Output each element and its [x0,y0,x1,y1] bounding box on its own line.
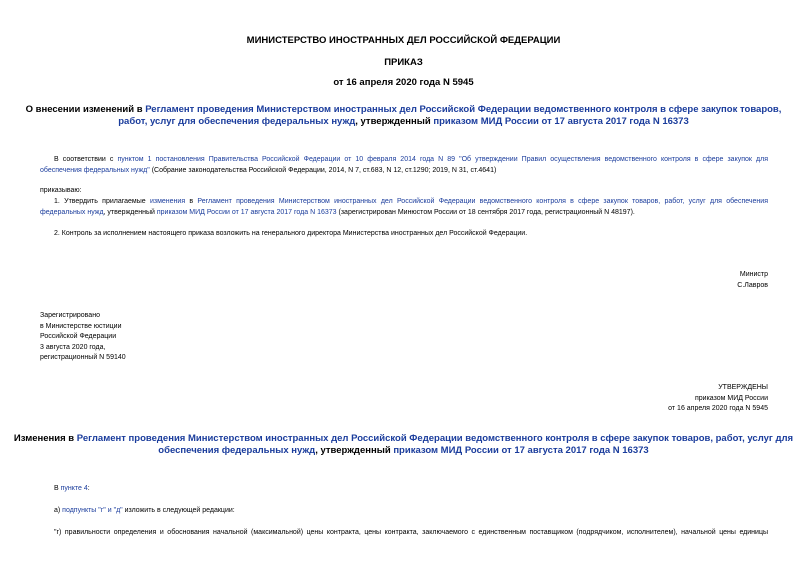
changes-paragraph-2 [54,506,235,517]
changes-reglament-link-cont[interactable]: обеспечения федеральных нужд [158,445,316,456]
approval-block [560,383,768,415]
changes-p2-end: изложить в следующей редакции: [122,507,235,514]
preamble-paragraph [40,155,768,176]
changes-title-mid: , утвержденный [315,445,394,456]
order-16373-link[interactable]: приказом МИД России от 17 августа 2017 года N 16373 [433,116,689,127]
order-item-1-line1 [40,197,768,208]
changes-reglament-link[interactable]: Регламент проведения Министерством иностранных дел Российской Федерации ведомственного контроля в сфере закупок товаров, работ, услуг для [76,433,794,444]
order-16373-link-2[interactable]: приказом МИД России от 17 августа 2017 года N 16373 [156,208,337,216]
preamble-start: В соответствии с [54,156,118,163]
subpoints-link[interactable]: подпункты "г" и "д" [62,507,123,514]
order-item-1-end: (зарегистрирован Минюстом России от 18 сентября 2017 года, регистрационный N 48197). [336,208,635,216]
doc-title-prefix: О внесении изменений в [25,104,146,115]
approval-line1: УТВЕРЖДЕНЫ [718,384,768,391]
government-decree-link[interactable]: пунктом 1 постановления Правительства Российской Федерации от 10 февраля 2014 года N 89 "Об утверждении Правил осуществления ведомственного контроля в сфере закупок для [117,156,768,163]
changes-paragraph-1 [54,484,90,495]
reglament-link-2-cont[interactable]: федеральных нужд [40,208,104,216]
registration-line1: Зарегистрировано [40,312,100,319]
changes-title-prefix: Изменения в [13,433,77,444]
doc-title-line1 [0,104,807,116]
changes-p1-start: В [54,485,61,492]
preamble-line1 [40,155,768,166]
doc-title-mid: , утвержденный [355,116,434,127]
orders-intro: приказываю: [40,187,82,194]
order-item-1-mid2: , утвержденный [103,208,157,216]
ministry-heading: МИНИСТЕРСТВО ИНОСТРАННЫХ ДЕЛ РОССИЙСКОЙ ФЕДЕРАЦИИ [246,35,561,46]
changes-title-line1 [0,433,807,445]
signature-name: С.Лавров [737,281,768,289]
order-item-1-mid: в [185,198,198,205]
doc-title [0,104,807,128]
registration-line4: 3 августа 2020 года, [40,343,106,351]
changes-title-line2 [0,445,807,457]
order-item-1 [40,197,768,218]
registration-line2: в Министерстве юстиции [40,322,122,330]
doc-type-heading: ПРИКАЗ [384,57,423,68]
reglament-link-2[interactable]: Регламент проведения Министерством иностранных дел Российской Федерации ведомственного контроля в сфере закупок товаров, работ, услуг для обеспечения [197,198,768,205]
changes-p1-end: : [87,485,90,492]
order-item-2: 2. Контроль за исполнением настоящего приказа возложить на генерального директора Министерства иностранных дел Российской Федерации. [54,230,528,237]
changes-p2-start: а) [54,507,63,514]
order-item-1-start: 1. Утвердить прилагаемые [54,198,150,205]
doc-date-number: от 16 апреля 2020 года N 5945 [333,77,474,88]
registration-block [40,311,290,364]
reglament-link-cont[interactable]: работ, услуг для обеспечения федеральных нужд [118,116,356,127]
doc-title-line2 [0,116,807,128]
registration-line5: регистрационный N 59140 [40,354,126,361]
signature-block [560,270,768,291]
signature-position: Министр [739,271,768,278]
reglament-link[interactable]: Регламент проведения Министерством иностранных дел Российской Федерации ведомственного контроля в сфере закупок товаров, [145,104,782,115]
preamble-line2 [40,166,768,177]
approval-line2: приказом МИД России [694,394,768,402]
registration-line3: Российской Федерации [40,333,117,340]
approval-line3: от 16 апреля 2020 года N 5945 [668,405,768,412]
preamble-end: (Собрание законодательства Российской Федерации, 2014, N 7, ст.683, N 12, ст.1290; 2019, N 31, ст.4641) [149,166,497,174]
changes-title [0,433,807,457]
changes-link[interactable]: изменения [149,198,186,205]
changes-paragraph-3: "г) правильности определения и обоснования начальной (максимальной) цены контракта, цены контракта, заключаемого с единственным поставщиком (подрядчиком, исполнителем), начальной цены единицы [54,529,768,536]
government-decree-link-cont[interactable]: обеспечения федеральных нужд" [40,166,150,174]
changes-order-link[interactable]: приказом МИД России от 17 августа 2017 года N 16373 [393,445,649,456]
order-item-1-line2 [40,208,768,219]
point-4-link[interactable]: пункте 4 [60,485,88,492]
